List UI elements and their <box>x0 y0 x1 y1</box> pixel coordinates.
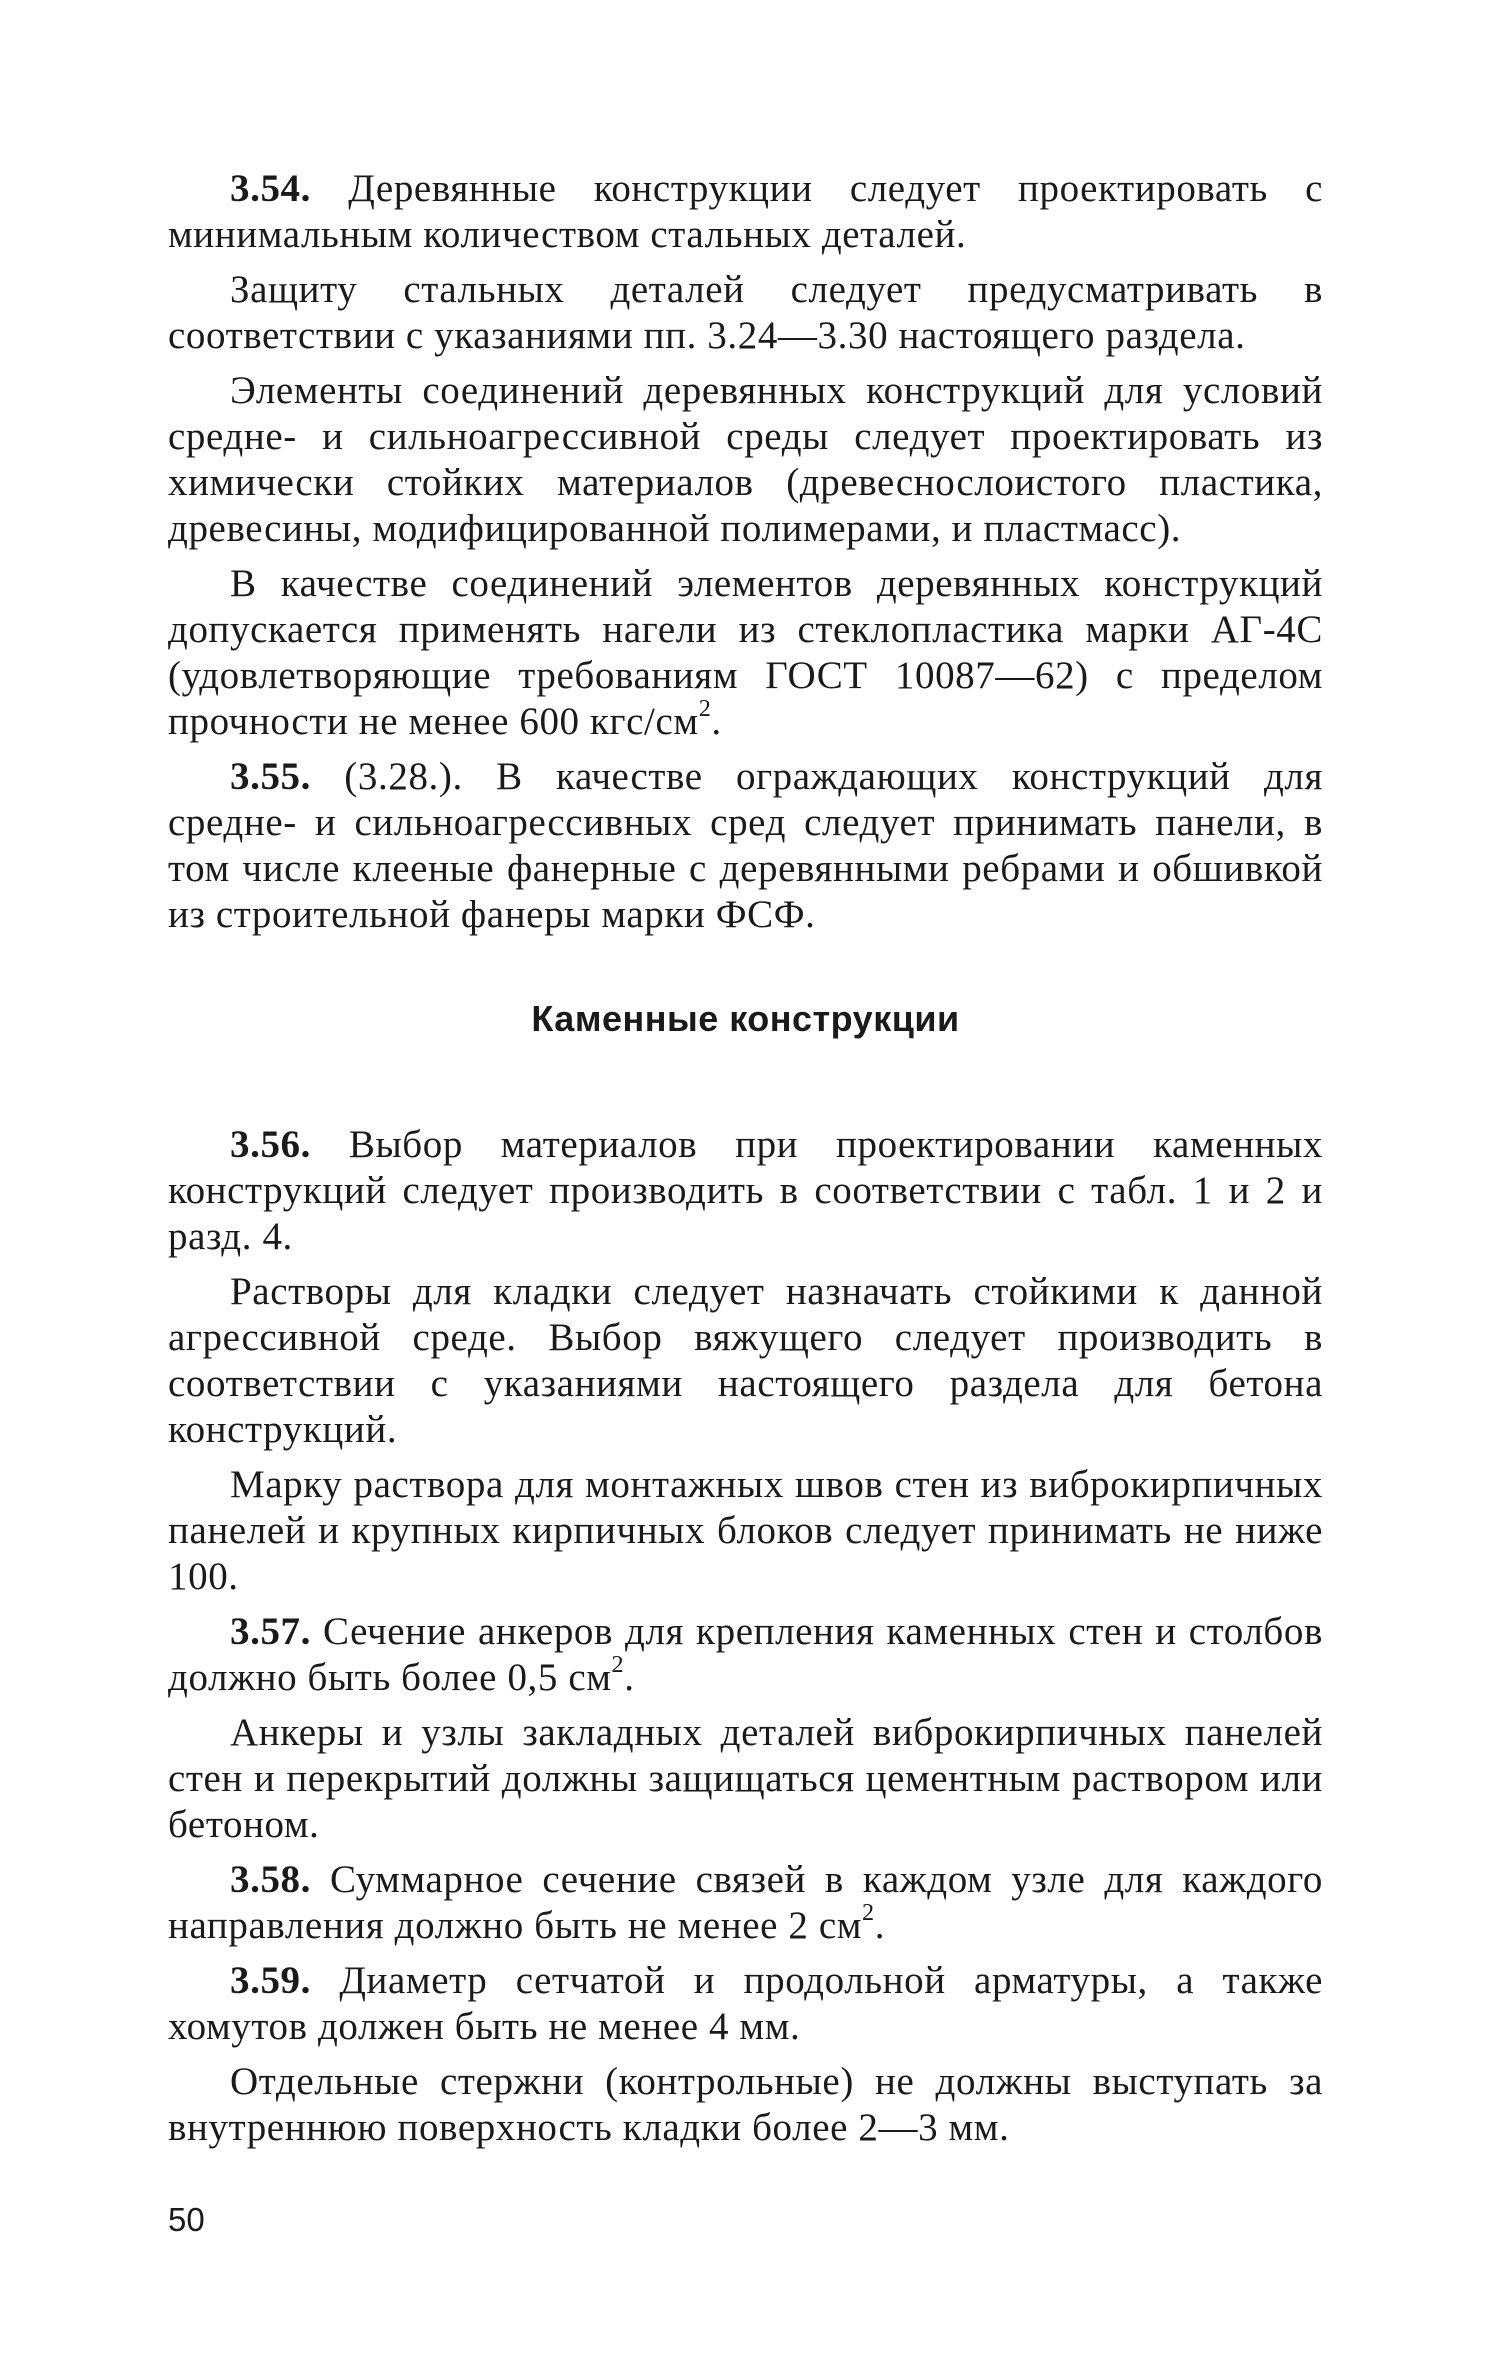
paragraph-text: Защиту стальных деталей следует предусматривать в соответствии с указаниями пп. 3.24—3.30 настоящего раздела. <box>168 268 1323 357</box>
paragraph-3-59 <box>168 1958 1323 2050</box>
paragraph-text: Диаметр сетчатой и продольной арматуры, а также хомутов должен быть не менее 4 мм. <box>168 1959 1323 2048</box>
paragraph-3-54 <box>168 166 1323 258</box>
paragraph-3-55 <box>168 754 1323 938</box>
paragraph-dowels <box>168 561 1323 745</box>
paragraph-text: Растворы для кладки следует назначать стойкими к данной агрессивной среде. Выбор вяжущего следует производить в соответствии с указаниями настоящего раздела для бетона конструкций. <box>168 1270 1323 1451</box>
paragraph-3-57 <box>168 1609 1323 1701</box>
paragraph-anchors <box>168 1710 1323 1848</box>
clause-number: 3.54. <box>230 167 311 210</box>
clause-number: 3.59. <box>230 1959 311 2002</box>
paragraph-text: Деревянные конструкции следует проектировать с минимальным количеством стальных деталей. <box>168 167 1323 256</box>
paragraph-tail: . <box>624 1656 635 1699</box>
paragraph-text: Элементы соединений деревянных конструкций для условий средне- и сильноагрессивной среды следует проектировать из химически стойких материалов (древеснослоистого пластика, древесины, модифицированной полимерами, и пластмасс). <box>168 369 1323 550</box>
superscript: 2 <box>611 1650 625 1678</box>
paragraph-text: Анкеры и узлы закладных деталей виброкирпичных панелей стен и перекрытий должны защищаться цементным раствором или бетоном. <box>168 1711 1323 1846</box>
paragraph-text: Выбор материалов при проектировании каменных конструкций следует производить в соответствии с табл. 1 и 2 и разд. 4. <box>168 1123 1323 1258</box>
paragraph-text: Отдельные стержни (контрольные) не должны выступать за внутреннюю поверхность кладки более 2—3 мм. <box>168 2060 1323 2149</box>
paragraph-control-bars <box>168 2059 1323 2151</box>
paragraph-tail: . <box>874 1904 886 1947</box>
page-number: 50 <box>168 2201 205 2238</box>
clause-number: 3.57. <box>230 1610 311 1653</box>
paragraph-text: В качестве соединений элементов деревянных конструкций допускается применять нагели из стеклопластика марки АГ-4С (удовлетворяющие требованиям ГОСТ 10087—62) с пределом прочности не менее 600 кгс/см <box>168 562 1323 743</box>
paragraph-text: Сечение анкеров для крепления каменных стен и столбов должно быть более 0,5 см <box>168 1610 1323 1699</box>
superscript: 2 <box>862 1898 875 1926</box>
paragraph-text: Марку раствора для монтажных швов стен из виброкирпичных панелей и крупных кирпичных блоков следует принимать не ниже 100. <box>168 1463 1323 1598</box>
paragraph-steel-protection <box>168 267 1323 359</box>
paragraph-3-58 <box>168 1857 1323 1949</box>
paragraph-3-56 <box>168 1122 1323 1260</box>
paragraph-text: (3.28.). В качестве ограждающих конструкций для средне- и сильноагрессивных сред следует принимать панели, в том числе клееные фанерные с деревянными ребрами и обшивкой из строительной фанеры марки ФСФ. <box>168 755 1323 936</box>
paragraph-tail: . <box>711 700 722 743</box>
paragraph-mortars <box>168 1269 1323 1453</box>
clause-number: 3.55. <box>230 755 311 798</box>
section-heading: Каменные конструкции <box>531 998 960 1039</box>
clause-number: 3.58. <box>230 1858 311 1901</box>
clause-number: 3.56. <box>230 1123 311 1166</box>
superscript: 2 <box>698 694 712 722</box>
paragraph-text: Суммарное сечение связей в каждом узле для каждого направления должно быть не менее 2 см <box>168 1858 1323 1947</box>
paragraph-joint-elements <box>168 368 1323 552</box>
paragraph-mortar-grade <box>168 1462 1323 1600</box>
text-column <box>168 166 1323 2151</box>
